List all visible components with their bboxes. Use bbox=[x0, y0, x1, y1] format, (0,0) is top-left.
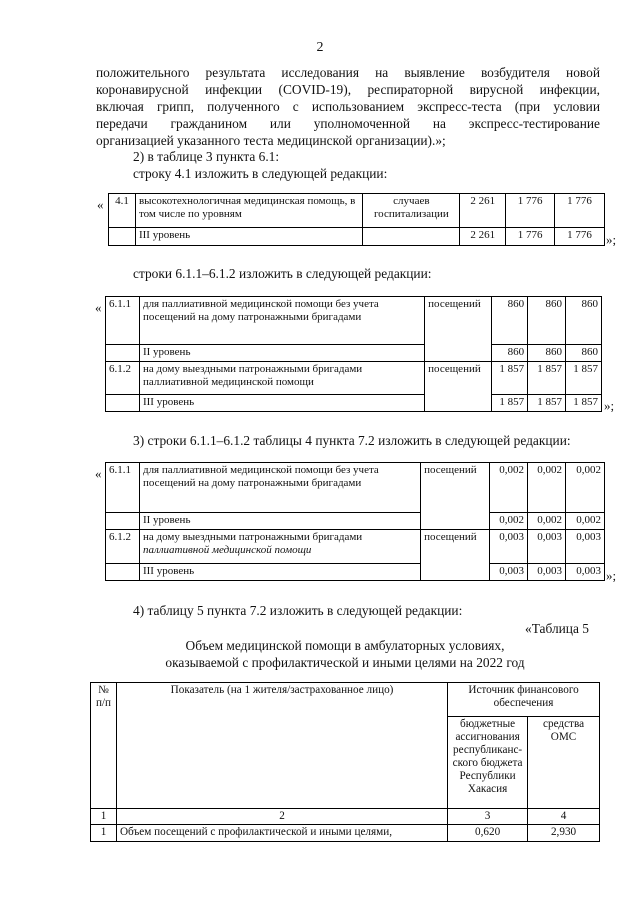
cell-value: 0,002 bbox=[566, 513, 605, 530]
cell-unit: посещений bbox=[421, 463, 490, 530]
cell-code: 6.1.2 bbox=[106, 530, 140, 564]
cell-value: 860 bbox=[566, 345, 602, 362]
cell-value: 1 857 bbox=[528, 362, 566, 395]
open-quote: « bbox=[95, 466, 102, 481]
col-number: 1 bbox=[91, 809, 117, 825]
header-source: Источник финансового обеспечения bbox=[448, 683, 600, 717]
table-rows-6-1-t4 bbox=[105, 462, 605, 581]
table-rows-6-1 bbox=[105, 296, 602, 412]
cell-code: 6.1.1 bbox=[106, 463, 140, 513]
cell-value: 860 bbox=[492, 345, 528, 362]
header-budget: бюджетные ассигнования республиканс-ского бюджета Республики Хакасия bbox=[448, 717, 528, 809]
cell-value: 860 bbox=[528, 345, 566, 362]
cell-name: II уровень bbox=[139, 345, 424, 362]
cell-value: 1 857 bbox=[566, 362, 602, 395]
cell-value: 1 857 bbox=[528, 395, 566, 412]
col-number: 3 bbox=[448, 809, 528, 825]
cell-value: 1 857 bbox=[492, 395, 528, 412]
cell-name-italic: паллиативной медицинской помощи bbox=[142, 544, 312, 556]
col-number: 4 bbox=[528, 809, 600, 825]
close-quote: »; bbox=[606, 568, 617, 583]
open-quote: « bbox=[97, 197, 104, 212]
cell-code: 4.1 bbox=[109, 194, 136, 228]
cell-value: 0,002 bbox=[566, 463, 605, 513]
header-oms: средства ОМС bbox=[528, 717, 600, 809]
cell-value: 0,002 bbox=[490, 513, 528, 530]
cell-value: 0,003 bbox=[566, 564, 605, 581]
item-4: 4) таблицу 5 пункта 7.2 изложить в следующей редакции: bbox=[133, 603, 463, 618]
cell-value: 1 776 bbox=[506, 228, 555, 246]
header-indicator: Показатель (на 1 жителя/застрахованное лицо) bbox=[116, 683, 447, 809]
cell-value: 1 857 bbox=[492, 362, 528, 395]
cell-name-plain: на дому выездными патронажными бригадами bbox=[142, 531, 363, 543]
row-oms: 2,930 bbox=[528, 825, 600, 842]
cell-value: 1 776 bbox=[506, 194, 555, 228]
cell-value: 0,003 bbox=[566, 530, 605, 564]
intro-line: организацией указанного теста медицинской организации).»; bbox=[96, 133, 446, 148]
cell-name: III уровень bbox=[139, 564, 420, 581]
header-number: № п/п bbox=[91, 683, 117, 809]
cell-unit: посещений bbox=[425, 362, 492, 412]
cell-value: 0,002 bbox=[490, 463, 528, 513]
intro-line: положительного результата исследования на выявление возбудителя новой bbox=[96, 65, 600, 80]
cell-code: 6.1.2 bbox=[106, 362, 140, 395]
intro-line: коронавирусной инфекции (COVID-19), респираторной вирусной инфекции, bbox=[96, 82, 600, 97]
cell-value: 0,003 bbox=[490, 564, 528, 581]
cell-unit: случаев госпитализации bbox=[363, 194, 460, 228]
table5-title-2: оказываемой с профилактической и иными целями на 2022 год bbox=[165, 655, 525, 670]
cell-code: 6.1.1 bbox=[106, 297, 140, 345]
intro-line: передачи гражданином или уполномоченной на экспресс-тестирование bbox=[96, 116, 600, 131]
table5-title-1: Объем медицинской помощи в амбулаторных условиях, bbox=[185, 638, 505, 653]
cell-name: для паллиативной медицинской помощи без учета посещений на дому патронажными бригадами bbox=[139, 463, 420, 513]
table-5 bbox=[90, 682, 600, 842]
cell-name: на дому выездными патронажными бригадами паллиативной медицинской помощи bbox=[139, 362, 424, 395]
item-2-sub2: строки 6.1.1–6.1.2 изложить в следующей редакции: bbox=[133, 266, 432, 281]
cell-name: III уровень bbox=[139, 395, 424, 412]
intro-paragraph bbox=[96, 64, 600, 149]
open-quote: « bbox=[95, 300, 102, 315]
cell-value: 2 261 bbox=[460, 194, 506, 228]
cell-value: 1 776 bbox=[555, 194, 605, 228]
cell-value: 0,002 bbox=[528, 463, 566, 513]
table5-label: «Таблица 5 bbox=[525, 621, 589, 636]
cell-value: 0,003 bbox=[528, 530, 566, 564]
cell-name: II уровень bbox=[139, 513, 420, 530]
cell-value: 0,003 bbox=[490, 530, 528, 564]
cell-value: 860 bbox=[528, 297, 566, 345]
cell-value: 860 bbox=[492, 297, 528, 345]
close-quote: »; bbox=[606, 232, 617, 247]
cell-name bbox=[139, 530, 420, 564]
item-3: 3) строки 6.1.1–6.1.2 таблицы 4 пункта 7.2 изложить в следующей редакции: bbox=[133, 433, 571, 448]
page-number: 2 bbox=[316, 40, 324, 55]
item-2-sub: строку 4.1 изложить в следующей редакции: bbox=[133, 166, 388, 181]
row-number: 1 bbox=[91, 825, 117, 842]
row-name: Объем посещений с профилактической и иными целями, bbox=[116, 825, 447, 842]
cell-value: 0,002 bbox=[528, 513, 566, 530]
intro-line: включая грипп, полученного с использованием экспресс-теста (при условии bbox=[96, 99, 600, 114]
cell-value: 2 261 bbox=[460, 228, 506, 246]
cell-name: для паллиативной медицинской помощи без учета посещений на дому патронажными бригадами bbox=[139, 297, 424, 345]
cell-value: 1 776 bbox=[555, 228, 605, 246]
cell-unit: посещений bbox=[421, 530, 490, 581]
cell-value: 1 857 bbox=[566, 395, 602, 412]
cell-value: 860 bbox=[566, 297, 602, 345]
item-2: 2) в таблице 3 пункта 6.1: bbox=[133, 149, 280, 164]
cell-unit: посещений bbox=[425, 297, 492, 362]
col-number: 2 bbox=[116, 809, 447, 825]
cell-value: 0,003 bbox=[528, 564, 566, 581]
table-row-4-1 bbox=[108, 193, 605, 246]
close-quote: »; bbox=[604, 398, 615, 413]
cell-name: III уровень bbox=[135, 228, 362, 246]
cell-name: высокотехнологичная медицинская помощь, в том числе по уровням bbox=[135, 194, 362, 228]
row-budget: 0,620 bbox=[448, 825, 528, 842]
